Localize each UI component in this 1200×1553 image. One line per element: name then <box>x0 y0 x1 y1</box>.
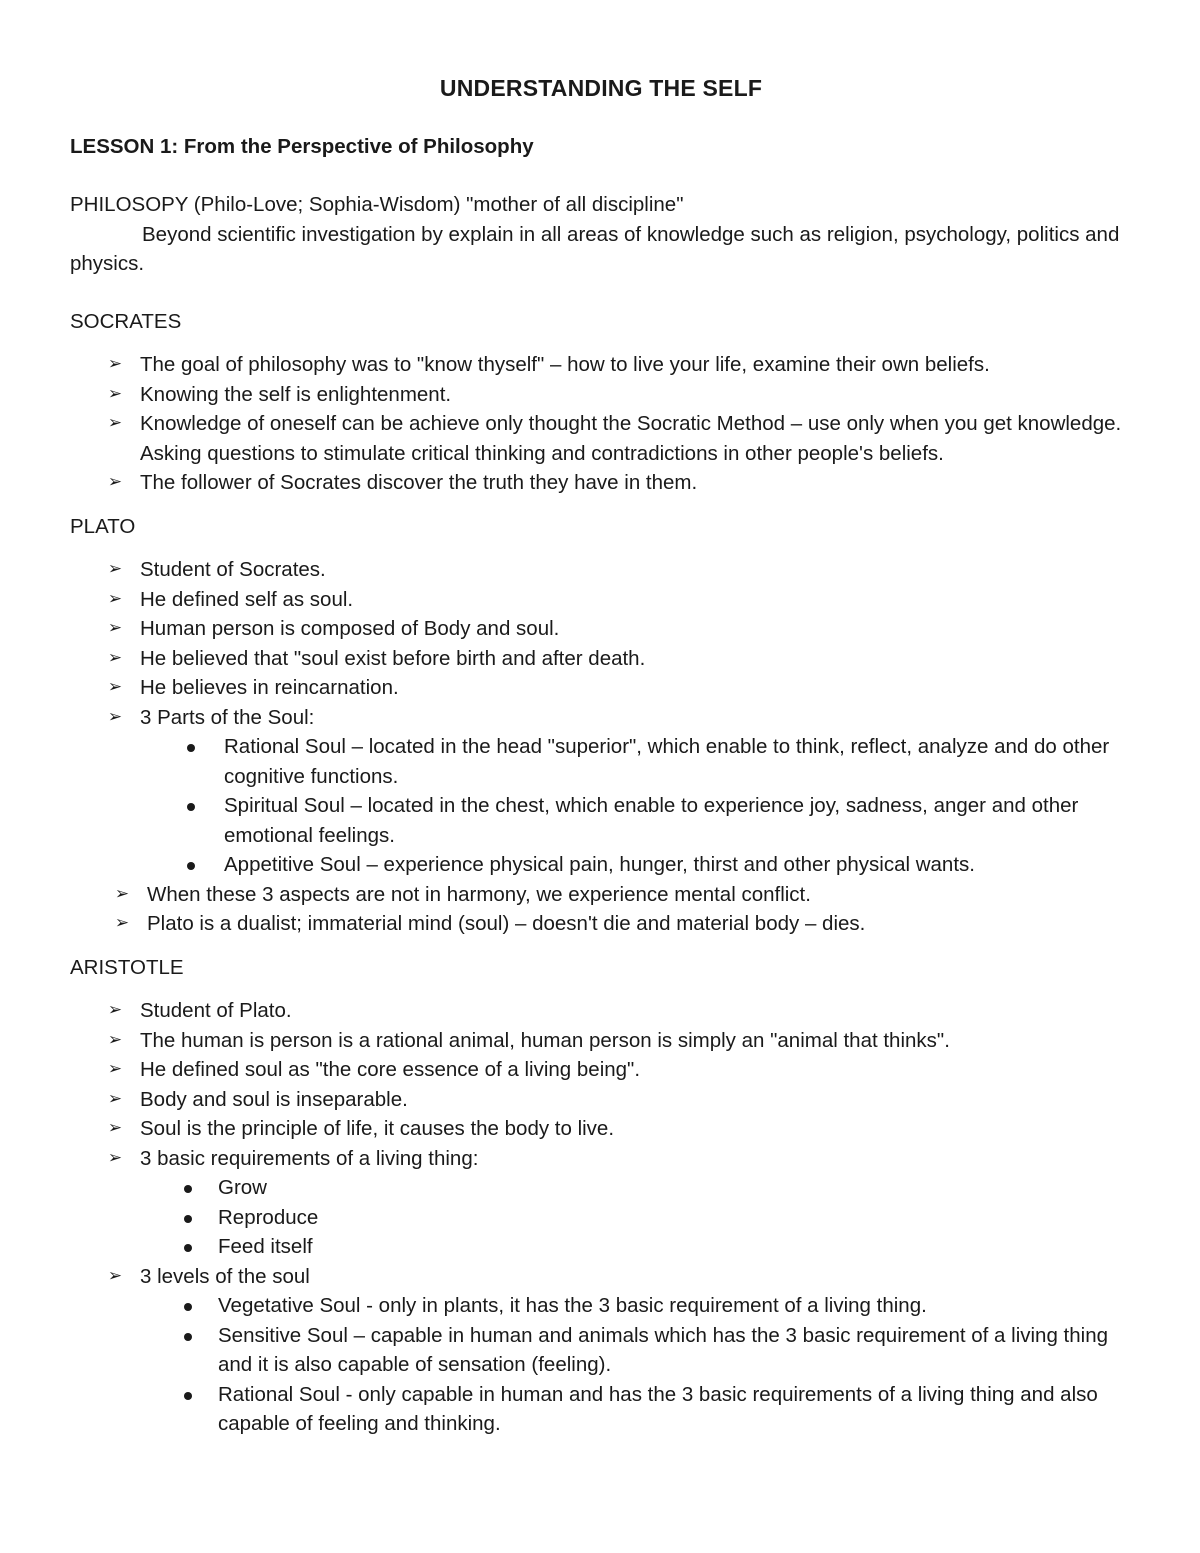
bullet-dot-icon <box>187 803 195 811</box>
arrow-bullet-icon: ➢ <box>107 618 123 638</box>
list-item: Spiritual Soul – located in the chest, which enable to experience joy, sadness, anger and other emotional feelings. <box>70 791 1132 850</box>
plato-list <box>70 555 1132 939</box>
list-item: ➢ The human is person is a rational animal, human person is simply an "animal that thinks". <box>70 1026 1132 1056</box>
arrow-bullet-icon: ➢ <box>107 647 123 668</box>
arrow-bullet-icon: ➢ <box>107 677 123 697</box>
lesson-title: LESSON 1: From the Perspective of Philosophy <box>70 135 534 158</box>
list-item: ➢ Soul is the principle of life, it causes the body to live. <box>70 1114 1132 1144</box>
bullet-dot-icon <box>184 1244 192 1252</box>
list-item: Rational Soul – located in the head "superior", which enable to think, reflect, analyze and do other cognitive functions. <box>70 732 1132 791</box>
bullet-dot-icon <box>184 1303 192 1311</box>
socrates-list <box>70 350 1132 498</box>
list-item: ➢ 3 Parts of the Soul: Rational Soul – located in the head "superior", which enable to think, reflect, analyze and do other cognitive functions. Spiritual Soul – located in the chest, which enable to experience joy, sadness, anger and other emotional feelings. Appetitive Soul – experience physical pain, hunger, thirst and other physical wants. <box>70 703 1132 880</box>
arrow-bullet-icon: ➢ <box>107 559 123 579</box>
arrow-bullet-icon: ➢ <box>107 413 123 433</box>
arrow-bullet-icon: ➢ <box>107 588 123 609</box>
arrow-bullet-icon: ➢ <box>107 1000 123 1020</box>
arrow-bullet-icon: ➢ <box>107 1029 123 1050</box>
document-page <box>70 72 1132 1439</box>
list-item: ➢ He believes in reincarnation. <box>70 673 1132 703</box>
list-item: ➢ When these 3 aspects are not in harmony, we experience mental conflict. <box>70 880 1132 910</box>
bullet-dot-icon <box>184 1333 192 1341</box>
list-item: ➢ 3 levels of the soul Vegetative Soul - only in plants, it has the 3 basic requirement of a living thing. Sensitive Soul – capable in human and animals which has the 3 basic requirement of a living thing and it is also capable of sensation (feeling). Rational Soul - only capable in human and has the 3 basic requirements of a living thing and also capable of feeling and thinking. <box>70 1262 1132 1439</box>
list-item: Feed itself <box>70 1232 1132 1262</box>
list-item: Rational Soul - only capable in human and has the 3 basic requirements of a living thing and also capable of feeling and thinking. <box>70 1380 1132 1439</box>
bullet-dot-icon <box>184 1392 192 1400</box>
list-item: ➢ Plato is a dualist; immaterial mind (soul) – doesn't die and material body – dies. <box>70 909 1132 939</box>
list-item: ➢ He defined soul as "the core essence of a living being". <box>70 1055 1132 1085</box>
arrow-bullet-icon: ➢ <box>107 1265 123 1286</box>
list-item: Reproduce <box>70 1203 1132 1233</box>
philosophy-heading: PHILOSOPY (Philo-Love; Sophia-Wisdom) "mother of all discipline" <box>70 193 684 216</box>
aristotle-heading: ARISTOTLE <box>70 955 184 979</box>
list-item: Sensitive Soul – capable in human and animals which has the 3 basic requirement of a living thing and it is also capable of sensation (feeling). <box>70 1321 1132 1380</box>
philosophy-paragraph: Beyond scientific investigation by explain in all areas of knowledge such as religion, psychology, politics and physics. <box>70 222 1120 275</box>
list-item: ➢ He believed that "soul exist before birth and after death. <box>70 644 1132 674</box>
list-item: ➢ 3 basic requirements of a living thing: Grow Reproduce Feed itself <box>70 1144 1132 1262</box>
list-item: Grow <box>70 1173 1132 1203</box>
bullet-dot-icon <box>184 1215 192 1223</box>
document-title: UNDERSTANDING THE SELF <box>439 75 763 101</box>
arrow-bullet-icon: ➢ <box>107 1059 123 1079</box>
plato-heading: PLATO <box>70 514 136 538</box>
requirements-list <box>70 1173 1132 1262</box>
list-item: Vegetative Soul - only in plants, it has the 3 basic requirement of a living thing. <box>70 1291 1132 1321</box>
soul-parts-list <box>70 732 1132 880</box>
list-item: ➢ The goal of philosophy was to "know thyself" – how to live your life, examine their own beliefs. <box>70 350 1132 380</box>
list-item: ➢ Student of Socrates. <box>70 555 1132 585</box>
list-item: ➢ Knowing the self is enlightenment. <box>70 380 1132 410</box>
arrow-bullet-icon: ➢ <box>114 883 130 904</box>
arrow-bullet-icon: ➢ <box>107 354 123 374</box>
aristotle-list <box>70 996 1132 1439</box>
bullet-dot-icon <box>184 1185 192 1193</box>
socrates-heading: SOCRATES <box>70 309 182 333</box>
arrow-bullet-icon: ➢ <box>107 706 123 727</box>
list-item: ➢ Student of Plato. <box>70 996 1132 1026</box>
arrow-bullet-icon: ➢ <box>114 913 130 933</box>
soul-levels-list <box>70 1291 1132 1439</box>
list-item: Appetitive Soul – experience physical pain, hunger, thirst and other physical wants. <box>70 850 1132 880</box>
arrow-bullet-icon: ➢ <box>107 1088 123 1109</box>
bullet-dot-icon <box>187 744 195 752</box>
arrow-bullet-icon: ➢ <box>107 472 123 492</box>
list-item: ➢ The follower of Socrates discover the truth they have in them. <box>70 468 1132 498</box>
list-item: ➢ Body and soul is inseparable. <box>70 1085 1132 1115</box>
arrow-bullet-icon: ➢ <box>107 383 123 404</box>
list-item: ➢ Knowledge of oneself can be achieve only thought the Socratic Method – use only when you get knowledge. Asking questions to stimulate critical thinking and contradictions in other people's beliefs. <box>70 409 1132 468</box>
bullet-dot-icon <box>187 862 195 870</box>
list-item: ➢ Human person is composed of Body and soul. <box>70 614 1132 644</box>
arrow-bullet-icon: ➢ <box>107 1147 123 1168</box>
list-item: ➢ He defined self as soul. <box>70 585 1132 615</box>
arrow-bullet-icon: ➢ <box>107 1118 123 1138</box>
